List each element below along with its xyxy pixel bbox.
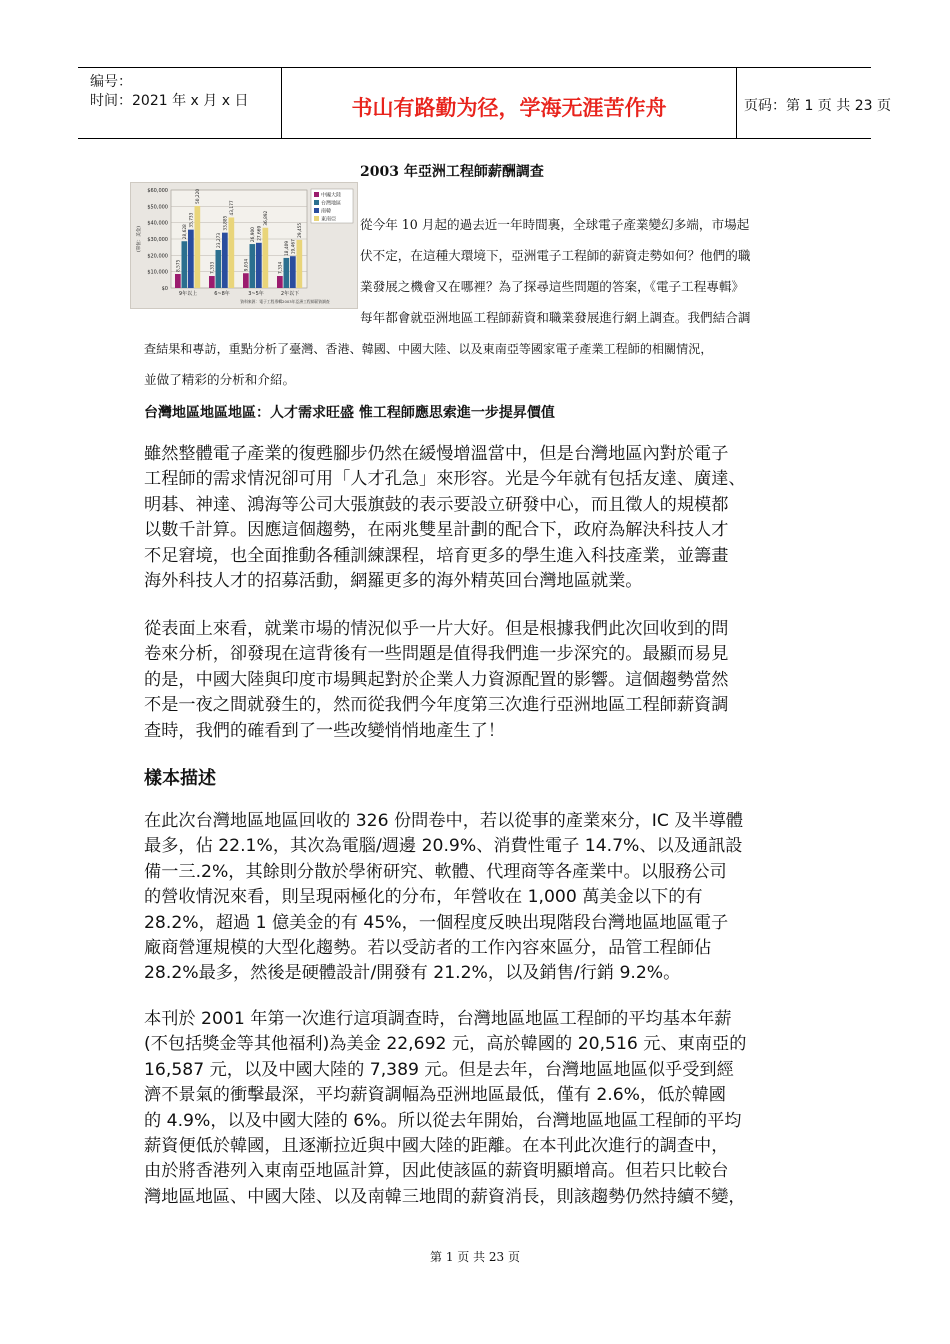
bar [250, 244, 256, 288]
bar [290, 256, 296, 288]
article-title: 2003 年亞洲工程師薪酬調查 [360, 164, 544, 180]
paragraph-line: 明碁、神達、鴻海等公司大張旗鼓的表示要設立研發中心，而且徵人的規模都 [144, 494, 729, 515]
paragraph-line: 廠商營運規模的大型化趨勢。若以受訪者的工作內容來區分，品管工程師佔 [144, 938, 712, 959]
paragraph-line: 從表面上來看，就業市場的情況似乎一片大好。但是根據我們此次回收到的問 [144, 619, 729, 639]
bar [229, 217, 235, 288]
bar [297, 240, 303, 288]
bar [222, 233, 228, 288]
bar-value-label: 23,273 [216, 232, 222, 248]
bar [263, 228, 269, 288]
paragraph-line: 的 4.9%，以及中國大陸的 6%。所以從去年開始，台灣地區地區工程師的平均 [144, 1110, 742, 1131]
paragraph-line: (不包括獎金等其他福利)為美金 22,692 元，高於韓國的 20,516 元、東南亞的 [144, 1034, 747, 1055]
paragraph-line: 28.2%，超過 1 億美金的有 45%，一個程度反映出現階段台灣地區地區電子 [144, 912, 729, 933]
y-tick-label: $20,000 [147, 253, 168, 260]
bar-value-label: 43,177 [229, 200, 235, 216]
paragraph-line: 由於將香港列入東南亞地區計算，因此使該區的薪資明顯增高。但若只比較台 [144, 1161, 729, 1182]
legend-swatch [314, 216, 319, 221]
bar [284, 258, 290, 288]
bar [277, 276, 283, 288]
intro-line-5: 查結果和專訪，重點分析了臺灣、香港、韓國、中國大陸、以及東南亞等國家電子產業工程師的相關情況， [144, 342, 713, 356]
intro-line-2: 伏不定，在這種大環境下，亞洲電子工程師的薪資走勢如何？他們的職 [360, 248, 751, 263]
bar [216, 250, 222, 288]
bar-value-label: 18,409 [284, 240, 290, 256]
x-category-label: 3~5年 [248, 291, 264, 297]
paragraph-line: 卷來分析，卻發現在這背後有一些問題是值得我們進一步深究的。最顯而易見 [144, 644, 729, 665]
bar-value-label: 8,575 [176, 259, 182, 272]
bar-value-label: 7,333 [210, 261, 216, 275]
paragraph-line: 不是一夜之間就發生的，然而從我們今年度第三次進行亞洲地區工程師薪資調 [144, 695, 729, 716]
salary-chart-svg [131, 183, 357, 308]
paragraph-line: 16,587 元，以及中國大陸的 7,389 元。但是去年，台灣地區地區似乎受到經 [144, 1059, 734, 1080]
bar-value-label: 27,669 [257, 225, 263, 241]
bar-value-label: 19,467 [291, 239, 297, 255]
header-motto-cell [281, 68, 737, 138]
y-tick-label: $50,000 [147, 204, 168, 211]
bar-value-label: 33,885 [223, 215, 229, 231]
bar-value-label: 29,455 [297, 222, 303, 238]
paragraph-line: 的營收情況來看，則呈現兩極化的分布，年營收在 1,000 萬美金以下的有 [144, 887, 703, 908]
bar [175, 274, 181, 288]
x-category-label: 9年以上 [178, 291, 198, 297]
bar-value-label: 28,628 [182, 224, 188, 240]
bar-value-label: 26,900 [250, 227, 256, 243]
page-footer: 第 1 页 共 23 页 [430, 1250, 520, 1264]
number-label: 编号： [90, 74, 132, 90]
legend-label: 南韓 [321, 208, 332, 215]
paragraph-line: 海外科技人才的招募活動，網羅更多的海外精英回台灣地區就業。 [144, 571, 643, 592]
paragraph-line: 不足窘境，也全面推動各種訓練課程，培育更多的學生進入科技產業，並籌畫 [144, 545, 729, 566]
legend-swatch [314, 208, 319, 213]
x-category-label: 2年以下 [280, 291, 300, 297]
bar-value-label: 9,034 [244, 258, 250, 272]
paragraph-line: 在此次台灣地區地區回收的 326 份問卷中，若以從事的產業來分，IC 及半導體 [144, 811, 744, 831]
paragraph-line: 灣地區地區、中國大陸、以及南韓三地間的薪資消長，則該趨勢仍然持續不變， [144, 1186, 746, 1207]
bar [209, 276, 215, 288]
bar-value-label: 7,334 [278, 261, 284, 275]
paragraph-2 [144, 617, 824, 744]
paragraph-line: 雖然整體電子產業的復甦腳步仍然在緩慢增溫當中，但是台灣地區內對於電子 [144, 444, 729, 464]
bar [243, 273, 249, 288]
page-number-label: 页码：第 1 页 共 23 页 [744, 98, 891, 114]
salary-chart [130, 182, 358, 309]
legend-label: 東南亞 [321, 216, 337, 223]
paragraph-line: 的是，中國大陸與印度市場興起對於企業人力資源配置的影響。這個趨勢當然 [144, 669, 729, 690]
y-axis-label: (單位：美金) [137, 225, 142, 253]
header-page-cell [736, 68, 891, 138]
y-tick-label: $10,000 [147, 269, 168, 276]
intro-line-3: 業發展之機會又在哪裡？為了探尋這些問題的答案，《電子工程專輯》 [360, 279, 745, 294]
paragraph-line: 以數千計算。因應這個趨勢，在兩兆雙星計劃的配合下，政府為解決科技人才 [144, 520, 729, 541]
intro-line-6: 並做了精彩的分析和介紹。 [144, 372, 296, 387]
legend-swatch [314, 200, 319, 205]
bar [256, 243, 262, 288]
paragraph-4 [144, 1007, 824, 1210]
bar-value-label: 50,220 [195, 188, 201, 204]
paragraph-line: 查時，我們的確看到了一些改變悄悄地產生了！ [144, 720, 505, 741]
x-category-label: 6~8年 [214, 291, 230, 297]
header-meta-cell [78, 68, 281, 138]
y-tick-label: $40,000 [147, 220, 168, 227]
paragraph-line: 濟不景氣的衝擊最深，平均薪資調幅為亞洲地區最低，僅有 2.6%，低於韓國 [144, 1085, 726, 1106]
y-tick-label: $30,000 [147, 237, 168, 243]
sample-heading: 樣本描述 [144, 768, 216, 789]
paragraph-line: 薪資便低於韓國，且逐漸拉近與中國大陸的距離。在本刊此次進行的調查中， [144, 1136, 729, 1157]
page-header [78, 67, 891, 139]
paragraph-1 [144, 442, 824, 594]
bar-value-label: 36,892 [263, 210, 269, 226]
paragraph-3 [144, 809, 824, 987]
paragraph-line: 最多，佔 22.1%，其次為電腦/週邊 20.9%、消費性電子 14.7%、以及通訊設 [144, 836, 743, 857]
paragraph-line: 本刊於 2001 年第一次進行這項調查時，台灣地區地區工程師的平均基本年薪 [144, 1009, 732, 1029]
intro-line-4: 每年都會就亞洲地區工程師薪資和職業發展進行網上調查。我們結合調 [360, 310, 751, 325]
legend-label: 中國大陸 [321, 192, 342, 199]
paragraph-line: 備一三.2%，其餘則分散於學術研究、軟體、代理商等各產業中。以服務公司 [144, 861, 727, 882]
legend-swatch [314, 192, 319, 197]
motto: 书山有路勤为径，学海无涯苦作舟 [351, 96, 667, 120]
bar [182, 241, 188, 288]
bar [195, 206, 201, 288]
chart-source-note: 資料來源：電子工程專輯2003年亞洲工程師薪資調查 [240, 299, 330, 304]
bar [188, 230, 194, 288]
time-label: 时间：2021 年 x 月 x 日 [90, 93, 249, 109]
section-heading: 台灣地區地區地區：人才需求旺盛 惟工程師應思索進一步提昇價值 [144, 405, 555, 421]
legend-label: 台灣地區 [321, 200, 342, 207]
intro-line-1: 從今年 10 月起的過去近一年時間裏，全球電子產業變幻多端，市場起 [360, 217, 750, 232]
paragraph-line: 28.2%最多，然後是硬體設計/開發有 21.2%，以及銷售/行銷 9.2%。 [144, 963, 681, 984]
bar-value-label: 35,733 [189, 212, 195, 228]
paragraph-line: 工程師的需求情況卻可用「人才孔急」來形容。光是今年就有包括友達、廣達、 [144, 469, 746, 490]
y-tick-label: $60,000 [147, 188, 168, 194]
y-tick-label: $0 [161, 286, 168, 292]
